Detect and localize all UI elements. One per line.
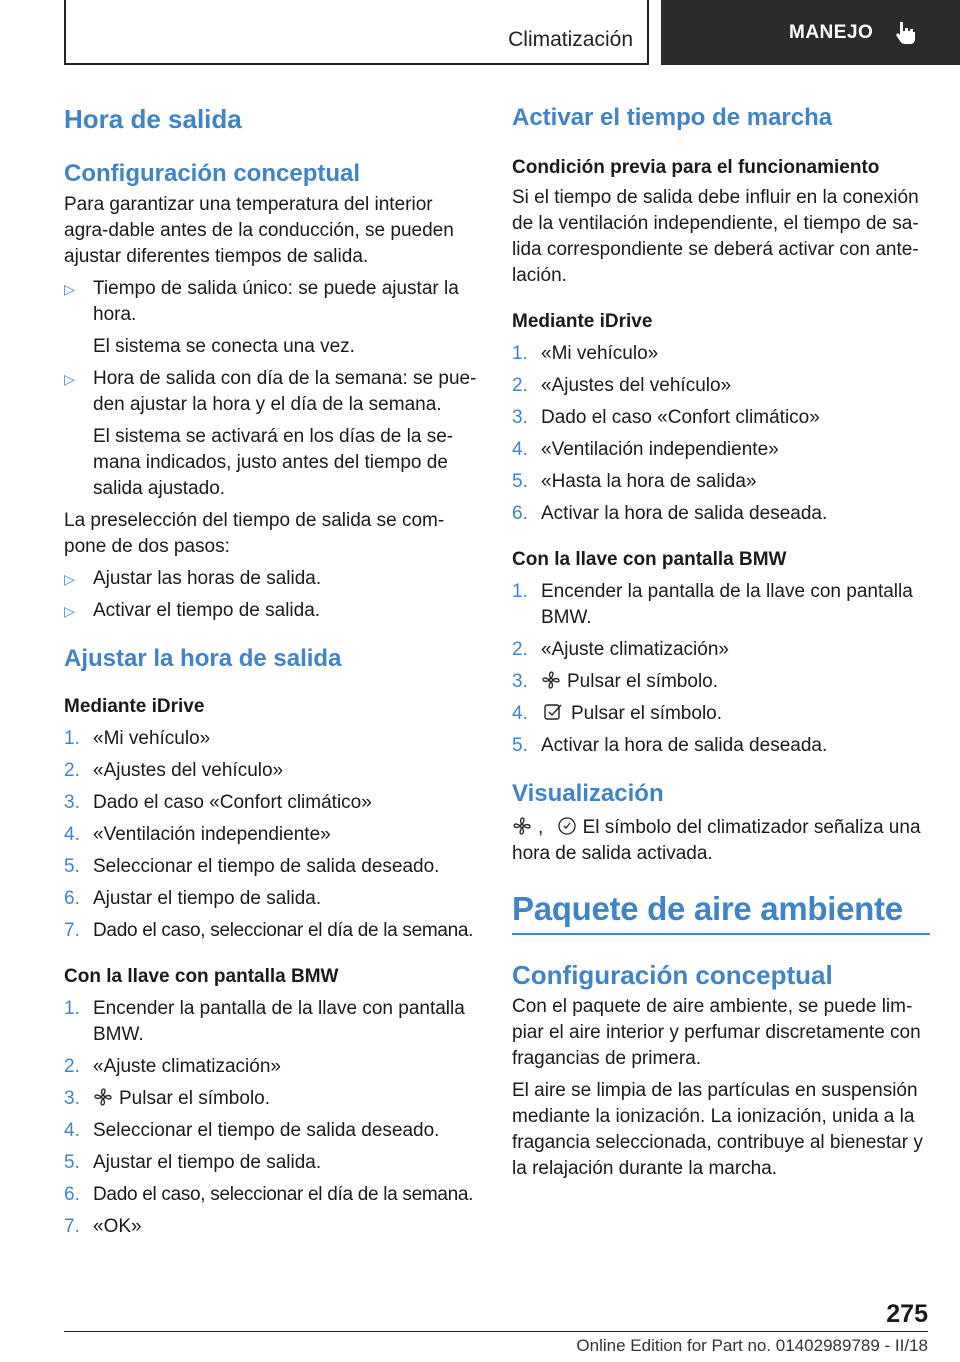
idrive-subheading: Mediante iDrive bbox=[512, 311, 653, 332]
list-item: 6. Ajustar el tiempo de salida. bbox=[64, 888, 322, 909]
fan-icon bbox=[93, 1087, 113, 1107]
preselect-steps bbox=[64, 566, 482, 624]
preselect-text: La preselección del tiempo de salida se com-pone de dos pasos: bbox=[64, 510, 445, 557]
list-item: 2. «Ajustes del vehículo» bbox=[64, 760, 284, 781]
list-item: 6. Activar la hora de salida deseada. bbox=[512, 503, 828, 524]
footer-divider bbox=[64, 1331, 928, 1332]
list-item: 2. «Ajuste climatización» bbox=[64, 1056, 281, 1077]
air-paragraph-1: Con el paquete de aire ambiente, se puede lim-piar el aire interior y perfumar discretamente con fragancias de primera. bbox=[512, 996, 921, 1069]
air-concept-heading: Configuración conceptual bbox=[512, 960, 833, 990]
list-item: 5. Ajustar el tiempo de salida. bbox=[64, 1152, 322, 1173]
list-item: ▷ Activar el tiempo de salida. bbox=[64, 598, 482, 624]
air-paragraph-2: El aire se limpia de las partículas en suspensión mediante la ionización. La ionización, unida a la fragancia seleccionada, contribuye al bienestar y la relajación durante la marcha. bbox=[512, 1080, 923, 1179]
list-item: 4. «Ventilación independiente» bbox=[64, 824, 331, 845]
section-title: Climatización bbox=[508, 28, 633, 51]
idrive-subheading: Mediante iDrive bbox=[64, 696, 205, 717]
clock-icon bbox=[557, 816, 577, 836]
hand-pointer-icon bbox=[893, 20, 919, 46]
list-item: 2. «Ajuste climatización» bbox=[512, 639, 729, 660]
chapter-tab-label: MANEJO bbox=[789, 21, 874, 43]
idrive-steps bbox=[512, 341, 930, 527]
key-subheading: Con la llave con pantalla BMW bbox=[512, 549, 787, 570]
activate-checkbox-icon bbox=[541, 702, 565, 722]
departure-type-list bbox=[64, 276, 482, 502]
list-item: 1. Encender la pantalla de la llave con pantalla BMW. bbox=[512, 581, 913, 628]
list-item: 1. Encender la pantalla de la llave con pantalla BMW. bbox=[64, 998, 465, 1045]
list-item: 5. Activar la hora de salida deseada. bbox=[512, 735, 828, 756]
list-item: 4. Pulsar el símbolo. bbox=[512, 703, 723, 724]
list-item: 3. Dado el caso «Confort climático» bbox=[512, 407, 820, 428]
list-item: 1. «Mi vehículo» bbox=[64, 728, 211, 749]
list-item: 3. Pulsar el símbolo. bbox=[512, 671, 719, 692]
key-steps bbox=[64, 996, 482, 1240]
right-column bbox=[512, 100, 930, 1182]
prereq-subheading: Condición previa para el funcionamiento bbox=[512, 157, 880, 178]
list-item: 3. Dado el caso «Confort climático» bbox=[64, 792, 372, 813]
list-item: 7. «OK» bbox=[64, 1216, 142, 1237]
list-item: 5. «Hasta la hora de salida» bbox=[512, 471, 757, 492]
list-item: 3. Pulsar el símbolo. bbox=[64, 1088, 271, 1109]
list-item: 5. Seleccionar el tiempo de salida deseado. bbox=[64, 856, 440, 877]
left-column bbox=[64, 100, 482, 1240]
fan-icon bbox=[512, 816, 532, 836]
list-item: 4. Seleccionar el tiempo de salida deseado. bbox=[64, 1120, 440, 1141]
page-number: 275 bbox=[886, 1300, 928, 1328]
list-item: 6. Dado el caso, seleccionar el día de la semana. bbox=[64, 1184, 474, 1205]
concept-heading: Configuración conceptual bbox=[64, 160, 361, 187]
prereq-text: Si el tiempo de salida debe influir en la conexión de la ventilación independiente, el tiempo de sa-lida correspondiente se deberá activar con ante-lación. bbox=[512, 187, 919, 286]
activate-heading: Activar el tiempo de marcha bbox=[512, 104, 833, 131]
list-item: 4. «Ventilación independiente» bbox=[512, 439, 779, 460]
edition-footer: Online Edition for Part no. 01402989789 - II/18 bbox=[576, 1336, 928, 1355]
adjust-heading: Ajustar la hora de salida bbox=[64, 645, 342, 672]
list-item: ▷ Tiempo de salida único: se puede ajustar la hora. El sistema se conecta una vez. bbox=[64, 276, 482, 360]
list-item: 2. «Ajustes del vehículo» bbox=[512, 375, 732, 396]
idrive-steps bbox=[64, 726, 482, 944]
display-text: , El símbolo del climatizador señaliza una hora de salida activada. bbox=[512, 817, 921, 864]
departure-time-heading: Hora de salida bbox=[64, 104, 242, 134]
header-frame bbox=[64, 0, 649, 65]
chapter-tab[interactable] bbox=[661, 0, 960, 65]
key-subheading: Con la llave con pantalla BMW bbox=[64, 966, 339, 987]
list-item: 1. «Mi vehículo» bbox=[512, 343, 659, 364]
list-item: 7. Dado el caso, seleccionar el día de la semana. bbox=[64, 920, 474, 941]
display-heading: Visualización bbox=[512, 780, 664, 807]
list-item: ▷ Ajustar las horas de salida. bbox=[64, 566, 482, 592]
key-steps bbox=[512, 579, 930, 759]
list-item: ▷ Hora de salida con día de la semana: se pue-den ajustar la hora y el día de la semana. El sistema se activará en los días de la se-mana indicados, justo antes del tiempo de salida ajustado. bbox=[64, 366, 482, 502]
fan-icon bbox=[541, 670, 561, 690]
concept-intro: Para garantizar una temperatura del interior agra-dable antes de la conducción, se pueden ajustar diferentes tiempos de salida. bbox=[64, 194, 454, 267]
air-package-heading: Paquete de aire ambiente bbox=[512, 889, 930, 935]
